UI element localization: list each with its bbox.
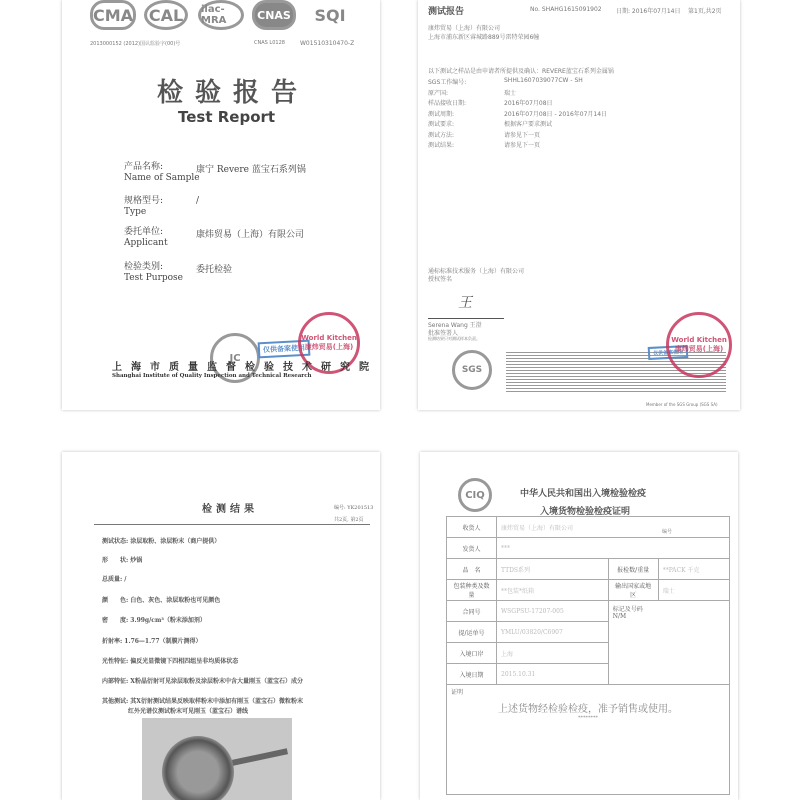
cert-title-1: 中华人民共和国出入境检验检疫 [520, 489, 647, 499]
red-stamp: World Kitchen 康炜贸易(上海) [666, 312, 732, 378]
sample-name-value: 康宁 Revere 蓝宝石系列锅 [196, 165, 306, 175]
note: 检测结果只对测试样本负责。 [428, 336, 480, 341]
table-row: 收货人 康炜贸易（上海）有限公司 [447, 517, 730, 538]
cert-number-label: 编号 [662, 529, 673, 535]
results-number: 编号: YK201513 [334, 505, 374, 511]
result-row: 颜 色: 白色、灰色、涂层取粉也可见颜色 [102, 597, 221, 604]
table-row: 发货人 *** [447, 538, 730, 559]
field-row: 测试方法: 请参见下一页 [428, 131, 541, 139]
field-row: 测试要求: 根据客户要求测试 [428, 121, 553, 128]
report-page: 第1页,共2页 [688, 8, 722, 15]
report-number: No. SHAHG1615091902 [530, 6, 602, 13]
institute-en: Shanghai Institute of Quality Inspection and Technical Research [112, 373, 312, 379]
table-row: 入境日期 2015.10.31 [447, 664, 730, 685]
institute-cn: 上海市质量监督检验技术研究院 [112, 362, 378, 373]
cma-logo: CMA [90, 0, 136, 30]
test-report-cover [62, 0, 380, 410]
signature: 王 [458, 295, 472, 311]
result-row: 红外光谱仪测试粉末可见刚玉（蓝宝石）谱线 [128, 708, 249, 715]
pan-icon [162, 736, 234, 800]
sgs-member: Member of the SGS Group (SGS SA) [646, 402, 718, 407]
signer: Serena Wang 王澄 [428, 322, 482, 329]
cnas-code: CNAS L0128 [254, 40, 285, 46]
marks-cell: 标记及号码 N/M [608, 601, 729, 685]
sqi-code: W01510310470-Z [300, 40, 355, 47]
signer-role: 批准签署人 [428, 330, 459, 337]
table-row: 提/运单号 YMLU/03820/C6907 [447, 622, 730, 643]
table-row: 入境口岸 上海 [447, 643, 730, 664]
result-row: 测试状态: 涂层取粉、涂层粉末（商户提供） [102, 538, 221, 545]
company: 康炜贸易（上海）有限公司 [428, 25, 501, 32]
ciq-certificate [420, 452, 738, 800]
cma-code: 2013000152 (2012)国认监验字(00)号 [90, 41, 181, 47]
table-row: 品 名 TTDS系列 报检数/重量 **PACK 千克 [447, 559, 730, 580]
blue-stamp: 仅供备案使用 [258, 340, 311, 359]
cal-logo: CAL [144, 0, 188, 30]
blue-stamp: 仅供备案使用 [648, 345, 689, 360]
field-row: SGS工作编号: SHHL1607039077CW - SH [428, 77, 583, 86]
field-type: 规格型号: Type [124, 196, 164, 217]
sign-label: 授权签名 [428, 276, 453, 283]
sgs-seal: SGS [452, 350, 492, 390]
result-row: 总质量: / [102, 576, 127, 583]
ciq-logo: CIQ [458, 478, 492, 512]
title-en: Test Report [178, 108, 276, 126]
result-row: 密 度: 3.99g/cm³（粉末添加剂） [102, 617, 206, 624]
intro: 以下测试之样品是由申请者所提供及确认：REVERE蓝宝石系列金属锅 [428, 68, 614, 75]
sign-company: 通标标准技术服务（上海）有限公司 [428, 268, 525, 275]
signature-line [428, 318, 504, 319]
address: 上海市浦东新区睿城路889号雷特荣园6幢 [428, 34, 540, 41]
sqi-logo: SQI [314, 5, 346, 25]
field-row: 测试周期: 2016年07月08日 - 2016年07月14日 [428, 110, 608, 118]
table-row: 包装种类及数量 **包装*纸箱 输出国家或地区 瑞士 [447, 580, 730, 601]
jc-stamp: JC [210, 333, 260, 383]
result-row: 内部特征: X粉晶衍射可见涂层取粉及涂层粉末中含大量刚玉（蓝宝石）成分 [102, 678, 303, 685]
field-row: 样品接收日期: 2016年07月08日 [428, 100, 553, 107]
sgs-test-report [418, 0, 740, 410]
certificate-table [446, 516, 730, 795]
remark-cell: 证明 上述货物经检验检疫，准予销售或使用。 ******** [447, 685, 730, 795]
test-purpose-value: 委托检验 [196, 265, 233, 275]
field-test-purpose: 检验类别: Test Purpose [124, 262, 184, 283]
table-row: 合同号 WSGPSU-17207-005 标记及号码 N/M [447, 601, 730, 622]
table-row [447, 685, 730, 795]
report-date: 日期: 2016年07月14日 [616, 8, 681, 15]
cnas-logo: CNAS [252, 0, 296, 30]
report-fields [428, 77, 728, 151]
stars: ******** [578, 715, 598, 721]
field-applicant: 委托单位: Applicant [124, 227, 168, 248]
result-row: 其他测试: 其X衍射测试结果反映取样粉末中添加有刚玉（蓝宝石）微粒粉末 [102, 698, 303, 705]
result-row: 折射率: 1.76—1.77（制膜片测得） [102, 638, 202, 645]
result-row: 光性特征: 偏反光显微镜下四相四组呈非均质体状态 [102, 658, 239, 665]
pan-handle [232, 748, 288, 766]
test-results-page [62, 452, 380, 800]
results-page: 共2页, 第2页 [334, 517, 364, 523]
title-cn: 检验报告 [157, 78, 310, 108]
statement: 上述货物经检验检疫，准予销售或使用。 [498, 704, 678, 715]
field-row: 测试结果: 请参见下一页 [428, 142, 541, 149]
field-sample-name: 产品名称: Name of Sample [124, 162, 200, 183]
cert-title-2: 入境货物检验检疫证明 [540, 507, 631, 517]
type-value: / [196, 196, 200, 206]
ilac-mra-logo: ilac-MRA [198, 0, 244, 30]
report-title: 测试报告 [428, 7, 465, 17]
applicant-value: 康炜贸易（上海）有限公司 [196, 230, 305, 240]
red-stamp: World Kitchen 康炜贸易(上海) [298, 312, 360, 374]
pan-photo [142, 718, 292, 800]
results-title: 检测结果 [202, 504, 258, 515]
divider [94, 524, 370, 525]
field-row: 原产国: 瑞士 [428, 89, 517, 97]
result-row: 形 状: 炒锅 [102, 557, 143, 564]
